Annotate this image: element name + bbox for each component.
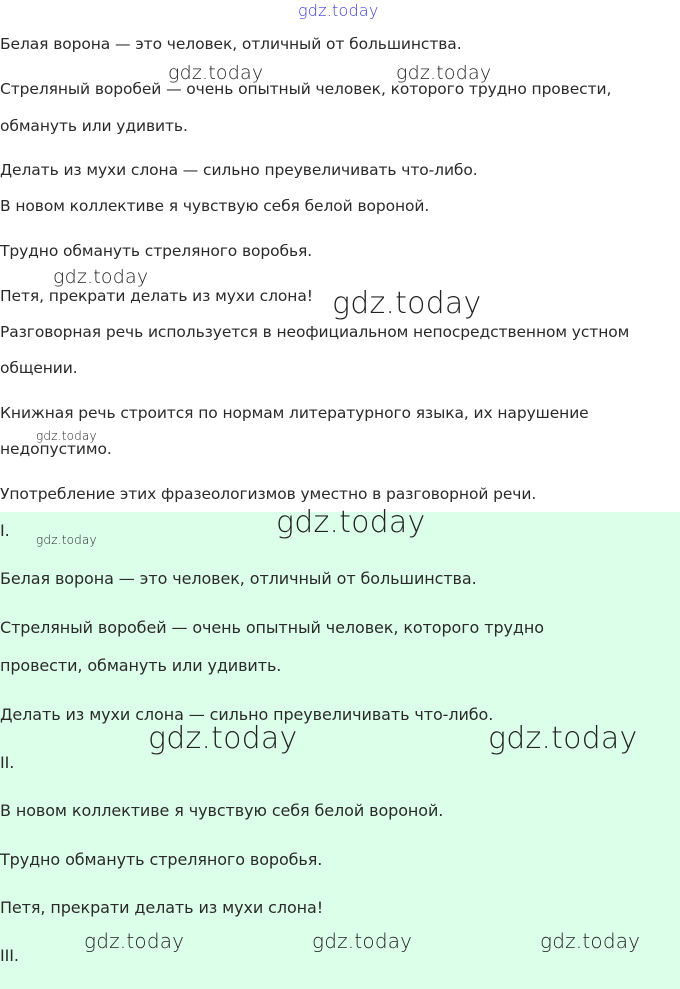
text-line: Употребление этих фразеологизмов уместно в разговорной речи. xyxy=(0,485,537,503)
text-line: Белая ворона — это человек, отличный от большинства. xyxy=(0,35,462,53)
answer-line: провести, обмануть или удивить. xyxy=(0,656,282,675)
answer-line: Трудно обмануть стреляного воробья. xyxy=(0,850,323,869)
watermark: gdz.today xyxy=(84,929,185,953)
text-line: обмануть или удивить. xyxy=(0,117,188,135)
answer-line: Белая ворона — это человек, отличный от большинства. xyxy=(0,569,477,588)
text-line: недопустимо. xyxy=(0,440,112,458)
watermark: gdz.today xyxy=(36,533,97,547)
watermark: gdz.today xyxy=(298,1,379,20)
section-label-2: II. xyxy=(0,753,15,772)
text-line: Трудно обмануть стреляного воробья. xyxy=(0,242,313,260)
answer-line: Стреляный воробей — очень опытный человек, которого трудно xyxy=(0,618,544,637)
text-line: В новом коллективе я чувствую себя белой вороной. xyxy=(0,197,430,215)
text-line: Книжная речь строится по нормам литературного языка, их нарушение xyxy=(0,404,589,422)
answer-line: В новом коллективе я чувствую себя белой вороной. xyxy=(0,801,444,820)
text-line: общении. xyxy=(0,359,78,377)
watermark: gdz.today xyxy=(168,62,264,84)
watermark: gdz.today xyxy=(488,721,638,756)
text-line: Разговорная речь используется в неофициальном непосредственном устном xyxy=(0,323,630,341)
answer-line: Петя, прекрати делать из мухи слона! xyxy=(0,898,324,917)
section-label-3: III. xyxy=(0,946,19,965)
text-line: Делать из мухи слона — сильно преувеличивать что-либо. xyxy=(0,161,478,179)
watermark: gdz.today xyxy=(540,929,641,953)
watermark: gdz.today xyxy=(53,266,149,288)
answer-line: Делать из мухи слона — сильно преувеличивать что-либо. xyxy=(0,705,494,724)
section-label-1: I. xyxy=(0,521,10,540)
text-line: Петя, прекрати делать из мухи слона! xyxy=(0,287,313,305)
watermark: gdz.today xyxy=(332,286,482,321)
watermark: gdz.today xyxy=(36,429,97,443)
watermark: gdz.today xyxy=(276,505,426,540)
watermark: gdz.today xyxy=(396,62,492,84)
watermark: gdz.today xyxy=(312,929,413,953)
watermark: gdz.today xyxy=(148,721,298,756)
text-line: Стреляный воробей — очень опытный человек, которого трудно провести, xyxy=(0,80,612,98)
